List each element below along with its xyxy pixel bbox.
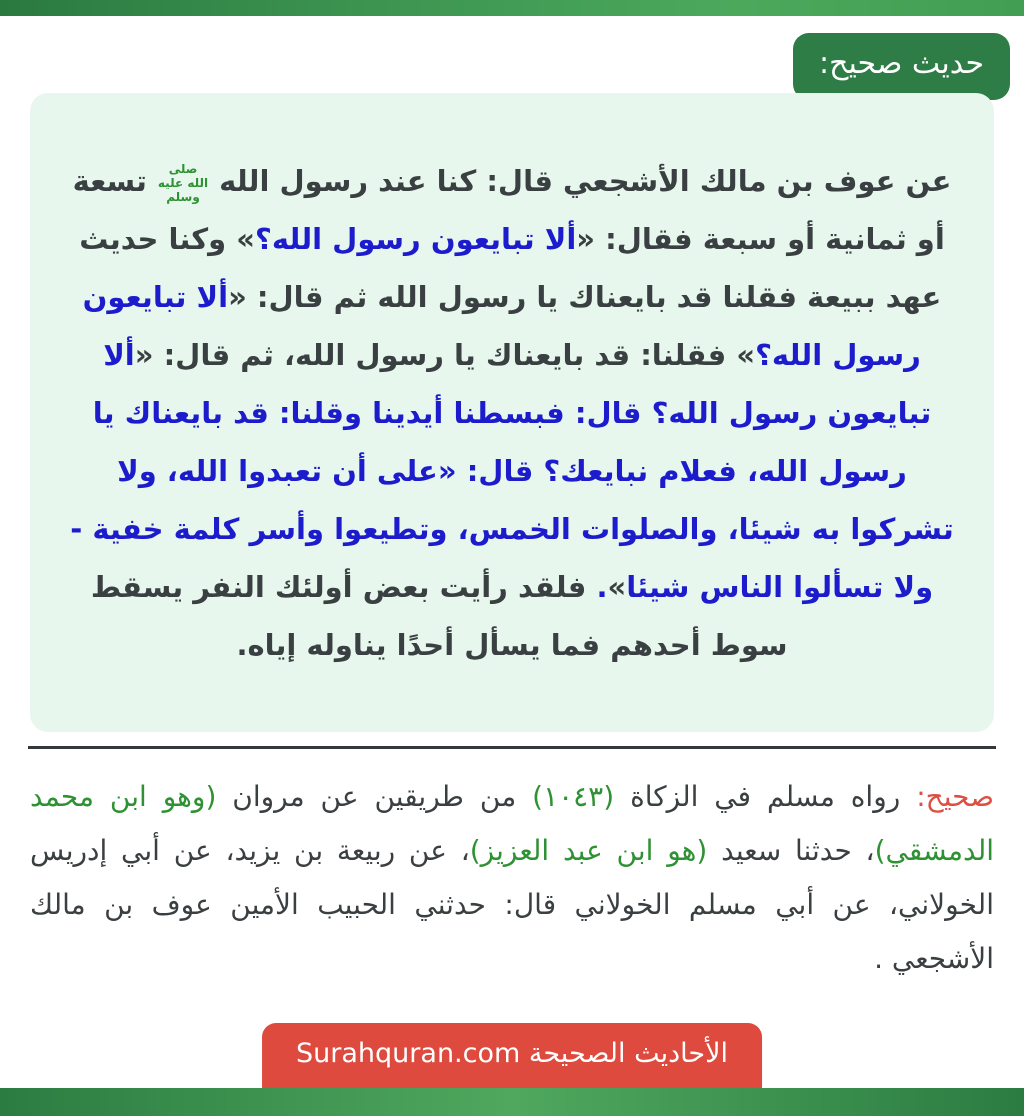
text-segment-blue: ألا تبايعون رسول الله؟ قال: فبسطنا أيدينا وقلنا: قد بايعناك يا رسول الله، فعلام نبايعك؟ قال: «على أن تعبدوا الله، ولا تشركوا به شيئا، والصلوات الخمس، وتطيعوا وأسر كلمة خفية - ولا تسألوا الناس شيئا — [70, 337, 954, 604]
text-segment-dark: » فقلنا: قد بايعناك يا رسول الله، ثم قال: « — [134, 337, 756, 372]
text-segment-blue: ألا تبايعون رسول الله؟ — [255, 221, 577, 256]
text-segment-dark: تسعة أو ثمانية أو سبعة فقال: « — [72, 163, 945, 256]
text-segment-dark: فلقد رأيت بعض أولئك النفر يسقط سوط أحدهم فما يسأل أحدًا يناوله إياه. — [90, 569, 788, 662]
bottom-decorative-bar — [0, 1088, 1024, 1116]
section-divider — [28, 746, 996, 749]
text-segment-dark: من طريقين عن مروان — [216, 780, 533, 813]
source-banner-label: الأحاديث الصحيحة Surahquran.com — [296, 1037, 728, 1069]
text-segment-dark: » وكنا حديث عهد ببيعة فقلنا قد بايعناك يا رسول الله ثم قال: « — [79, 221, 942, 314]
hadith-grade-badge-label: حديث صحيح: — [819, 46, 984, 81]
hadith-text-box — [30, 93, 994, 732]
text-segment-dark: رواه مسلم في الزكاة — [614, 780, 917, 813]
text-segment-dark: ، عن ربيعة بن يزيد، عن أبي إدريس الخولاني، عن أبي مسلم الخولاني قال: حدثني الحبيب الأمين عوف بن مالك الأشجعي . — [30, 834, 994, 975]
hadith-grade-badge — [793, 33, 1010, 100]
hadith-text — [64, 152, 960, 674]
source-banner — [262, 1023, 762, 1088]
text-segment-green: (هو ابن عبد العزيز) — [469, 834, 708, 867]
text-segment-dark: ، حدثنا سعيد — [707, 834, 875, 867]
text-segment-red: صحيح: — [916, 780, 994, 813]
text-segment-dark: » — [607, 569, 627, 604]
text-segment-blue: . — [596, 569, 608, 604]
text-segment-blue: ألا تبايعون رسول الله؟ — [82, 279, 921, 372]
honorific-mark: صلى الله عليه وسلم — [157, 161, 209, 204]
top-decorative-bar — [0, 0, 1024, 16]
text-segment-green: (وهو ابن محمد الدمشقي) — [30, 780, 995, 867]
text-segment-green: (١٠٤٣) — [532, 780, 615, 813]
takhrij-text — [30, 770, 994, 986]
text-segment-dark: عن عوف بن مالك الأشجعي قال: كنا عند رسول الله — [209, 163, 952, 198]
